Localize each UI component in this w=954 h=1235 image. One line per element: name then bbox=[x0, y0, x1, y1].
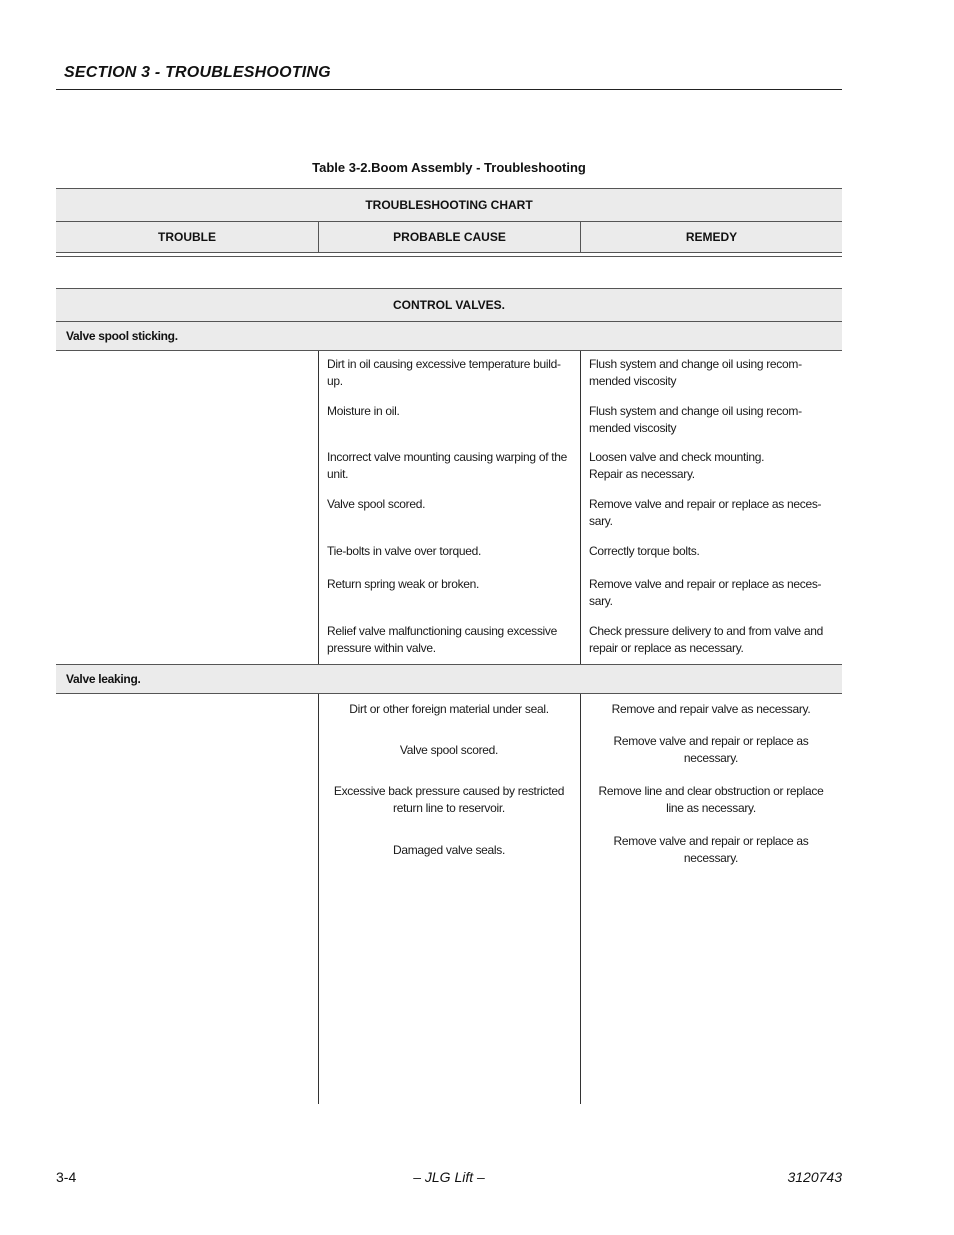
trouble-band-1 bbox=[56, 321, 842, 351]
remedy-cell: Correctly torque bolts. bbox=[589, 544, 700, 558]
remedy-cell: Remove valve and repair or replace as neces- sary. bbox=[589, 497, 822, 528]
chart-title-band bbox=[56, 188, 842, 221]
cause-cell: Relief valve malfunctioning causing excessive pressure within valve. bbox=[327, 624, 557, 655]
remedy-cell: Check pressure delivery to and from valve and repair or replace as necessary. bbox=[589, 624, 823, 655]
cause-cell: Valve spool scored. bbox=[327, 497, 426, 511]
cause-cell: Valve spool scored. bbox=[399, 743, 499, 757]
cause-cell: Dirt in oil causing excessive temperature build- up. bbox=[327, 357, 561, 388]
group-band bbox=[56, 288, 842, 321]
table-caption: Table 3-2.Boom Assembly - Troubleshooting bbox=[312, 160, 586, 175]
column-divider bbox=[318, 351, 319, 664]
page-number: 3-4 bbox=[56, 1169, 77, 1185]
cause-cell: Moisture in oil. bbox=[327, 404, 400, 418]
group-title: CONTROL VALVES. bbox=[392, 298, 505, 312]
remedy-cell: Remove valve and repair or replace as necessary. bbox=[613, 834, 809, 865]
column-header-remedy: REMEDY bbox=[580, 222, 842, 252]
trouble-label: Valve spool sticking. bbox=[66, 329, 178, 343]
remedy-cell: Flush system and change oil using recom- mended viscosity bbox=[589, 404, 802, 435]
header-double-rule bbox=[56, 256, 842, 257]
cause-cell: Return spring weak or broken. bbox=[327, 577, 480, 591]
chart-title: TROUBLESHOOTING CHART bbox=[365, 198, 533, 212]
cause-cell: Tie-bolts in valve over torqued. bbox=[327, 544, 482, 558]
column-divider bbox=[318, 694, 319, 1104]
remedy-cell: Remove valve and repair or replace as neces- sary. bbox=[589, 577, 822, 608]
doc-number: 3120743 bbox=[787, 1169, 842, 1185]
column-header-trouble: TROUBLE bbox=[158, 230, 216, 244]
remedy-cell: Loosen valve and check mounting. Repair as necessary. bbox=[589, 450, 765, 481]
remedy-cell: Flush system and change oil using recom- mended viscosity bbox=[589, 357, 802, 388]
remedy-cell: Remove valve and repair or replace as necessary. bbox=[613, 734, 809, 765]
column-divider bbox=[580, 694, 581, 1104]
cause-cell: Damaged valve seals. bbox=[392, 843, 506, 857]
header-rule bbox=[56, 89, 842, 90]
cause-cell: Incorrect valve mounting causing warping of the unit. bbox=[327, 450, 568, 481]
cause-cell: Dirt or other foreign material under seal. bbox=[349, 702, 549, 716]
section-title: SECTION 3 - TROUBLESHOOTING bbox=[64, 64, 331, 81]
footer-center: – JLG Lift – bbox=[413, 1169, 485, 1185]
trouble-label: Valve leaking. bbox=[66, 672, 141, 686]
trouble-band-2 bbox=[56, 664, 842, 694]
column-header-row bbox=[56, 221, 842, 253]
column-header-probable-cause: PROBABLE CAUSE bbox=[318, 222, 580, 252]
remedy-cell: Remove and repair valve as necessary. bbox=[611, 702, 811, 716]
remedy-cell: Remove line and clear obstruction or replace line as necessary. bbox=[598, 784, 824, 815]
column-divider bbox=[580, 351, 581, 664]
cause-cell: Excessive back pressure caused by restricted return line to reservoir. bbox=[333, 784, 565, 815]
